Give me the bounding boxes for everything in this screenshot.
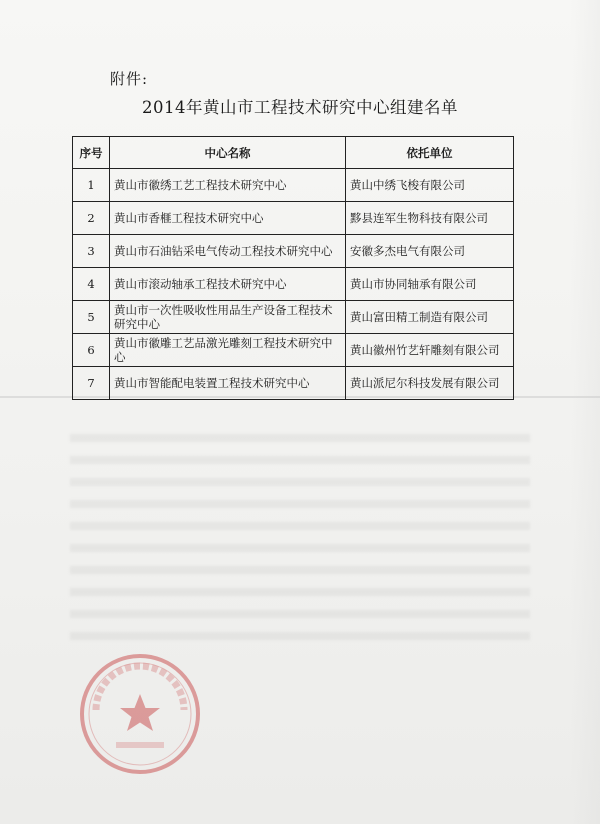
- table-row: [73, 235, 514, 268]
- center-name: 黄山市徽绣工艺工程技术研究中心: [110, 169, 346, 202]
- table-row: [73, 268, 514, 301]
- row-number: 4: [73, 268, 110, 301]
- row-number: 2: [73, 202, 110, 235]
- host-unit: 黄山派尼尔科技发展有限公司: [346, 367, 514, 400]
- official-seal: [76, 650, 204, 778]
- center-name: 黄山市香榧工程技术研究中心: [110, 202, 346, 235]
- row-number: 3: [73, 235, 110, 268]
- column-header-name: 中心名称: [110, 137, 346, 169]
- host-unit: 黄山中绣飞梭有限公司: [346, 169, 514, 202]
- row-number: 1: [73, 169, 110, 202]
- center-name: 黄山市一次性吸收性用品生产设备工程技术研究中心: [110, 301, 346, 334]
- center-name: 黄山市徽雕工艺品激光雕刻工程技术研究中心: [110, 334, 346, 367]
- table-row: [73, 169, 514, 202]
- host-unit: 黟县连军生物科技有限公司: [346, 202, 514, 235]
- host-unit: 黄山富田精工制造有限公司: [346, 301, 514, 334]
- attachment-label: 附件:: [110, 70, 149, 88]
- host-unit: 黄山市协同轴承有限公司: [346, 268, 514, 301]
- row-number: 7: [73, 367, 110, 400]
- table-row: [73, 367, 514, 400]
- seal-bottom-mark: [116, 742, 164, 748]
- column-header-no: 序号: [73, 137, 110, 169]
- edge-shadow: [570, 0, 600, 824]
- center-name: 黄山市石油钻采电气传动工程技术研究中心: [110, 235, 346, 268]
- document-title: 2014年黄山市工程技术研究中心组建名单: [142, 98, 458, 117]
- bleed-through-text: [70, 420, 530, 640]
- column-header-unit: 依托单位: [346, 137, 514, 169]
- table-row: [73, 334, 514, 367]
- host-unit: 黄山徽州竹艺轩雕刻有限公司: [346, 334, 514, 367]
- center-list-table: [72, 136, 514, 400]
- row-number: 6: [73, 334, 110, 367]
- row-number: 5: [73, 301, 110, 334]
- table-row: [73, 301, 514, 334]
- table-header-row: [73, 137, 514, 169]
- center-name: 黄山市滚动轴承工程技术研究中心: [110, 268, 346, 301]
- seal-star-icon: [120, 694, 160, 731]
- center-name: 黄山市智能配电装置工程技术研究中心: [110, 367, 346, 400]
- host-unit: 安徽多杰电气有限公司: [346, 235, 514, 268]
- table-row: [73, 202, 514, 235]
